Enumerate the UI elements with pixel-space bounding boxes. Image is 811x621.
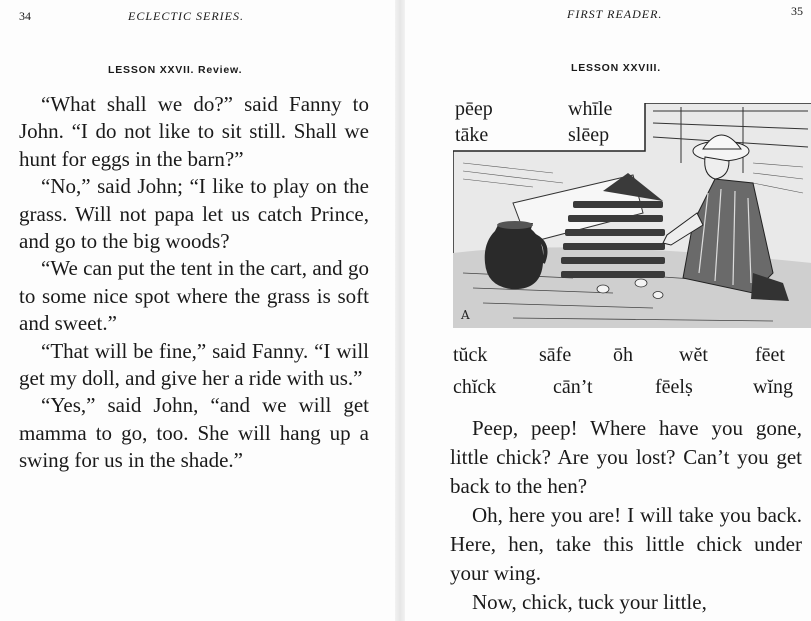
- paragraph: “What shall we do?” said Fanny to John. “I do not like to sit still. Shall we hunt for eggs in the barn?”: [19, 92, 369, 171]
- paragraph: Peep, peep! Where have you gone, little chick? Are you lost? Can’t you get back to the hen?: [450, 416, 802, 498]
- vocab-word: sāfe: [539, 344, 572, 366]
- vocab-word: whīle: [568, 98, 613, 120]
- vocab-word: ōh: [613, 344, 633, 366]
- vocab-word: wĭng: [753, 376, 793, 398]
- vocab-word: pēep: [455, 98, 493, 120]
- running-head: ECLECTIC SERIES.: [128, 9, 245, 23]
- lesson-title: LESSON XXVII. Review.: [108, 64, 243, 76]
- paragraph: “We can put the tent in the cart, and go to some nice spot where the grass is soft and sweet.”: [19, 256, 369, 336]
- vocab-word: slēep: [568, 124, 610, 146]
- illustrator-monogram: A: [461, 308, 470, 322]
- vocab-word: fēelṣ: [655, 376, 693, 398]
- vocab-word: fēet: [755, 344, 785, 366]
- running-head: FIRST READER.: [567, 7, 663, 21]
- engraving-girl-with-chicks: [453, 103, 811, 328]
- paragraph: Now, chick, tuck your little,: [472, 590, 707, 614]
- page-number: 35: [791, 4, 803, 18]
- vocab-row: [453, 376, 805, 408]
- paragraph: “No,” said John; “I like to play on the grass. Will not papa let us catch Prince, and go to the big woods?: [19, 174, 369, 254]
- paragraph: “Yes,” said John, “and we will get mamma to go, too. She will hang up a swing for us in the shade.”: [19, 393, 369, 473]
- right-page: [405, 0, 811, 621]
- vocab-word: tāke: [455, 124, 489, 146]
- left-page: [0, 0, 395, 621]
- lesson-body: [19, 91, 369, 475]
- lesson-body: [450, 414, 802, 617]
- paragraph: Oh, here you are! I will take you back. Here, hen, take this little chick under your wing.: [450, 503, 802, 585]
- vocab-word: cān’t: [553, 376, 593, 398]
- vocab-word: wĕt: [679, 344, 708, 366]
- lesson-title: LESSON XXVIII.: [571, 62, 661, 74]
- book-gutter: [395, 0, 405, 621]
- page-number: 34: [19, 9, 31, 23]
- vocab-row: [453, 344, 805, 376]
- vocabulary-grid: [453, 344, 805, 408]
- vocab-word: tŭck: [453, 344, 488, 366]
- paragraph: “That will be fine,” said Fanny. “I will get my doll, and give her a ride with us.”: [19, 338, 369, 391]
- vocab-word: chĭck: [453, 376, 497, 398]
